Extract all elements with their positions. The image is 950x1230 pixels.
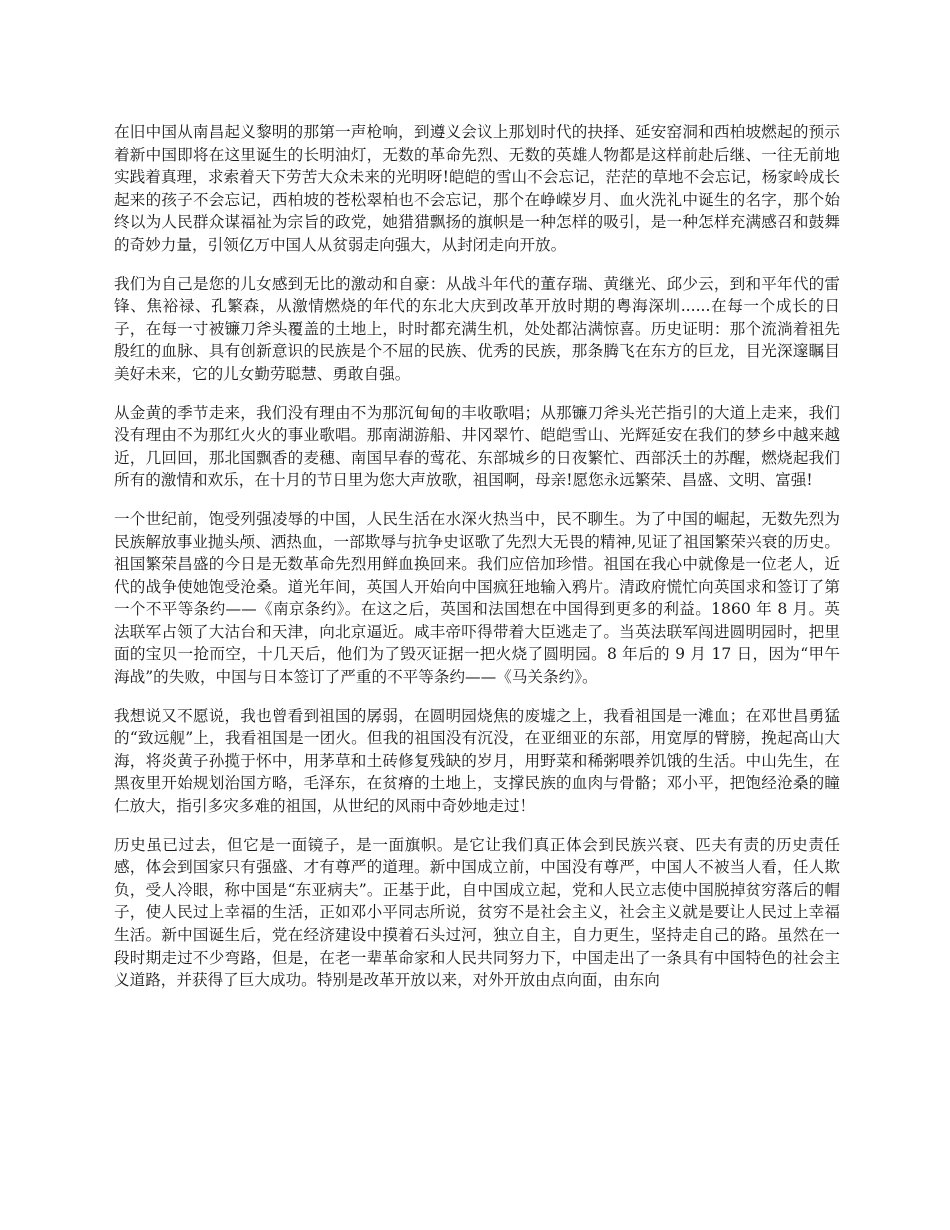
paragraph-4: 一个世纪前，饱受列强凌辱的中国，人民生活在水深火热当中，民不聊生。为了中国的崛起，无数先烈为民族解放事业抛头颅、洒热血，一部欺辱与抗争史讴歌了先烈大无畏的精神,见证了祖国繁荣兴衰的历史。祖国繁荣昌盛的今日是无数革命先烈用鲜血换回来。我们应倍加珍惜。祖国在我心中就像是一位老人，近代的战争使她饱受沧桑。道光年间，英国人开始向中国疯狂地输入鸦片。清政府慌忙向英国求和签订了第一个不平等条约——《南京条约》。在这之后，英国和法国想在中国得到更多的利益。1860 年 8 月。英法联军占领了大沽台和天津，向北京逼近。咸丰帝吓得带着大臣逃走了。当英法联军闯进圆明园时，把里面的宝贝一抢而空，十几天后，他们为了毁灭证据一把火烧了圆明园。8 年后的 9 月 17 日，因为“甲午海战”的失败，中国与日本签订了严重的不平等条约——《马关条约》。 [114,509,840,687]
paragraph-5: 我想说又不愿说，我也曾看到祖国的孱弱，在圆明园烧焦的废墟之上，我看祖国是一滩血；在邓世昌勇猛的“致远舰”上，我看祖国是一团火。但我的祖国没有沉没，在亚细亚的东部，用宽厚的臂膀，挽起高山大海，将炎黄子孙揽于怀中，用茅草和土砖修复残缺的岁月，用野菜和稀粥喂养饥饿的生活。中山先生，在黑夜里开始规划治国方略，毛泽东，在贫瘠的土地上，支撑民族的血肉与骨骼；邓小平，把饱经沧桑的瞳仁放大，指引多灾多难的祖国，从世纪的风雨中奇妙地走过！ [114,706,840,816]
paragraph-1: 在旧中国从南昌起义黎明的那第一声枪响，到遵义会议上那划时代的抉择、延安窑洞和西柏坡燃起的预示着新中国即将在这里诞生的长明油灯，无数的革命先烈、无数的英雄人物都是这样前赴后继、一往无前地实践着真理，求索着天下劳苦大众未来的光明呀!皑皑的雪山不会忘记，茫茫的草地不会忘记，杨家岭成长起来的孩子不会忘记，西柏坡的苍松翠柏也不会忘记，那个在峥嵘岁月、血火洗礼中诞生的名字，那个始终以为人民群众谋福祉为宗旨的政党，她猎猎飘扬的旗帜是一种怎样的吸引，是一种怎样充满感召和鼓舞的奇妙力量，引领亿万中国人从贫弱走向强大，从封闭走向开放。 [114,123,840,254]
paragraph-3: 从金黄的季节走来，我们没有理由不为那沉甸甸的丰收歌唱；从那镰刀斧头光芒指引的大道上走来，我们没有理由不为那红火火的事业歌唱。那南湖游船、井冈翠竹、皑皑雪山、光辉延安在我们的梦乡中越来越近，几回回，那北国飘香的麦穗、南国早春的莺花、东部城乡的日夜繁忙、西部沃土的苏醒，燃烧起我们所有的激情和欢乐，在十月的节日里为您大声放歌，祖国啊，母亲!愿您永远繁荣、昌盛、文明、富强! [114,403,840,490]
paragraph-6: 历史虽已过去，但它是一面镜子，是一面旗帜。是它让我们真正体会到民族兴衰、匹夫有责的历史责任感，体会到国家只有强盛、才有尊严的道理。新中国成立前，中国没有尊严，中国人不被当人看，任人欺负，受人冷眼，称中国是“东亚病夫”。正基于此，自中国成立起，党和人民立志使中国脱掉贫穷落后的帽子，使人民过上幸福的生活，正如邓小平同志所说，贫穷不是社会主义，社会主义就是要让人民过上幸福生活。新中国诞生后，党在经济建设中摸着石头过河，独立自主，自力更生，坚持走自己的路。虽然在一段时期走过不少弯路，但是，在老一辈革命家和人民共同努力下，中国走出了一条具有中国特色的社会主义道路，并获得了巨大成功。特别是改革开放以来，对外开放由点向面，由东向 [114,835,840,990]
document-body [114,121,840,1008]
paragraph-2: 我们为自己是您的儿女感到无比的激动和自豪：从战斗年代的董存瑞、黄继光、邱少云，到和平年代的雷锋、焦裕禄、孔繁森，从激情燃烧的年代的东北大庆到改革开放时期的粤海深圳......在每一个成长的日子，在每一寸被镰刀斧头覆盖的土地上，时时都充满生机，处处都沾满惊喜。历史证明：那个流淌着祖先殷红的血脉、具有创新意识的民族是个不屈的民族、优秀的民族，那条腾飞在东方的巨龙，目光深邃瞩目美好未来，它的儿女勤劳聪慧、勇敢自强。 [114,274,840,383]
